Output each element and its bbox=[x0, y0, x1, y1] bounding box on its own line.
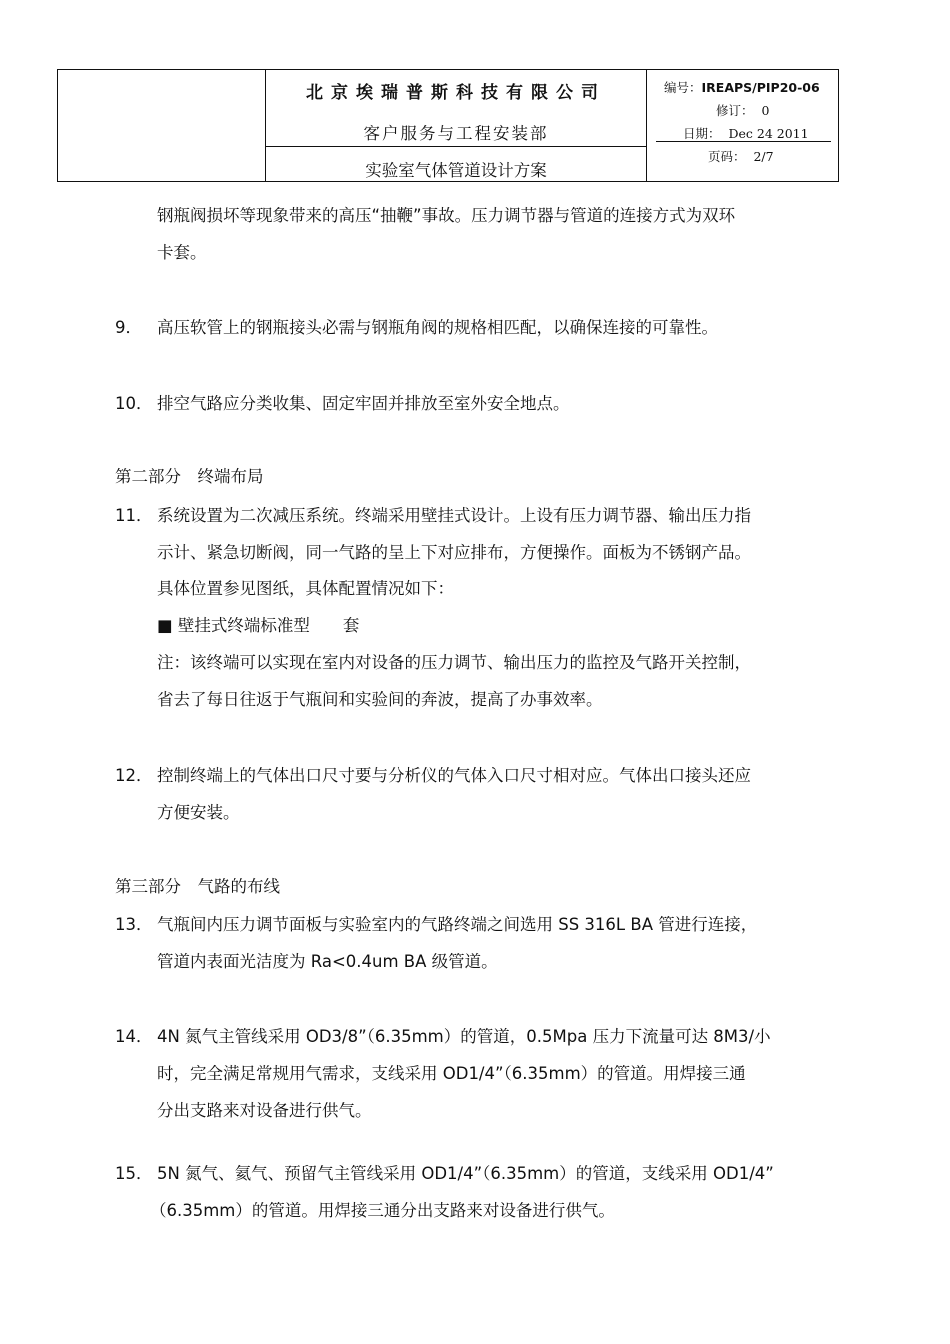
revision bbox=[716, 101, 769, 119]
item-9-number: 9． bbox=[115, 318, 142, 337]
continuation-line-2: 卡套。 bbox=[157, 243, 207, 262]
revision-label: 修订： bbox=[716, 103, 754, 118]
date-value: Dec 24 2011 bbox=[728, 126, 809, 141]
terminal-bullet: ■ 壁挂式终端标准型 套 bbox=[157, 616, 360, 635]
item-12-line-1: 控制终端上的气体出口尺寸要与分析仪的气体入口尺寸相对应。气体出口接头还应 bbox=[157, 766, 751, 785]
item-11-line-2: 示计、紧急切断阀，同一气路的呈上下对应排布，方便操作。面板为不锈钢产品。 bbox=[157, 543, 751, 562]
item-10-number: 10． bbox=[115, 394, 153, 413]
item-15-line-2: （6.35mm）的管道。用焊接三通分出支路来对设备进行供气。 bbox=[150, 1201, 615, 1220]
page-label: 页码： bbox=[708, 149, 746, 164]
item-9-text: 高压软管上的钢瓶接头必需与钢瓶角阀的规格相匹配，以确保连接的可靠性。 bbox=[157, 318, 718, 337]
item-11-line-1: 系统设置为二次减压系统。终端采用壁挂式设计。上设有压力调节器、输出压力指 bbox=[157, 506, 751, 525]
document-header bbox=[57, 69, 839, 182]
item-11-line-3: 具体位置参见图纸，具体配置情况如下： bbox=[157, 579, 454, 598]
continuation-line-1: 钢瓶阀损坏等现象带来的高压“抽鞭”事故。压力调节器与管道的连接方式为双环 bbox=[157, 206, 736, 225]
company-name: 北京埃瑞普斯科技有限公司 bbox=[306, 83, 606, 103]
item-14-number: 14． bbox=[115, 1027, 153, 1046]
item-14-line-1: 4N 氮气主管线采用 OD3/8”（6.35mm）的管道，0.5Mpa 压力下流量可达 8M3/小 bbox=[157, 1027, 771, 1046]
page-value: 2/7 bbox=[753, 149, 774, 164]
note-line-2: 省去了每日往返于气瓶间和实验间的奔波，提高了办事效率。 bbox=[157, 690, 603, 709]
item-13-line-2: 管道内表面光洁度为 Ra<0.4um BA 级管道。 bbox=[157, 952, 498, 971]
item-12-line-2: 方便安装。 bbox=[157, 803, 240, 822]
item-13-number: 13． bbox=[115, 915, 153, 934]
page-number bbox=[708, 147, 774, 165]
department-name: 客户服务与工程安装部 bbox=[363, 124, 549, 143]
item-15-number: 15． bbox=[115, 1164, 153, 1183]
item-14-line-2: 时，完全满足常规用气需求，支线采用 OD1/4”（6.35mm）的管道。用焊接三通 bbox=[157, 1064, 746, 1083]
item-15-line-1: 5N 氮气、氦气、预留气主管线采用 OD1/4”（6.35mm）的管道，支线采用 OD1/4” bbox=[157, 1164, 774, 1183]
header-divider-middle bbox=[265, 146, 646, 147]
doc-number bbox=[664, 78, 820, 96]
doc-number-label: 编号： bbox=[664, 80, 702, 95]
header-divider-right bbox=[646, 70, 647, 181]
revision-value: 0 bbox=[761, 103, 770, 118]
part-3-heading: 第三部分 气路的布线 bbox=[115, 877, 280, 896]
item-11-number: 11． bbox=[115, 506, 153, 525]
part-2-heading: 第二部分 终端布局 bbox=[115, 467, 264, 486]
item-13-line-1: 气瓶间内压力调节面板与实验室内的气路终端之间选用 SS 316L BA 管进行连接， bbox=[157, 915, 758, 934]
item-14-line-3: 分出支路来对设备进行供气。 bbox=[157, 1101, 372, 1120]
date-label: 日期： bbox=[683, 126, 721, 141]
item-10-text: 排空气路应分类收集、固定牢固并排放至室外安全地点。 bbox=[157, 394, 570, 413]
document-title: 实验室气体管道设计方案 bbox=[365, 161, 547, 180]
doc-number-value: IREAPS/PIP20-06 bbox=[701, 80, 820, 95]
note-line-1: 注：该终端可以实现在室内对设备的压力调节、输出压力的监控及气路开关控制， bbox=[157, 653, 751, 672]
issue-date bbox=[683, 124, 809, 142]
item-12-number: 12． bbox=[115, 766, 153, 785]
